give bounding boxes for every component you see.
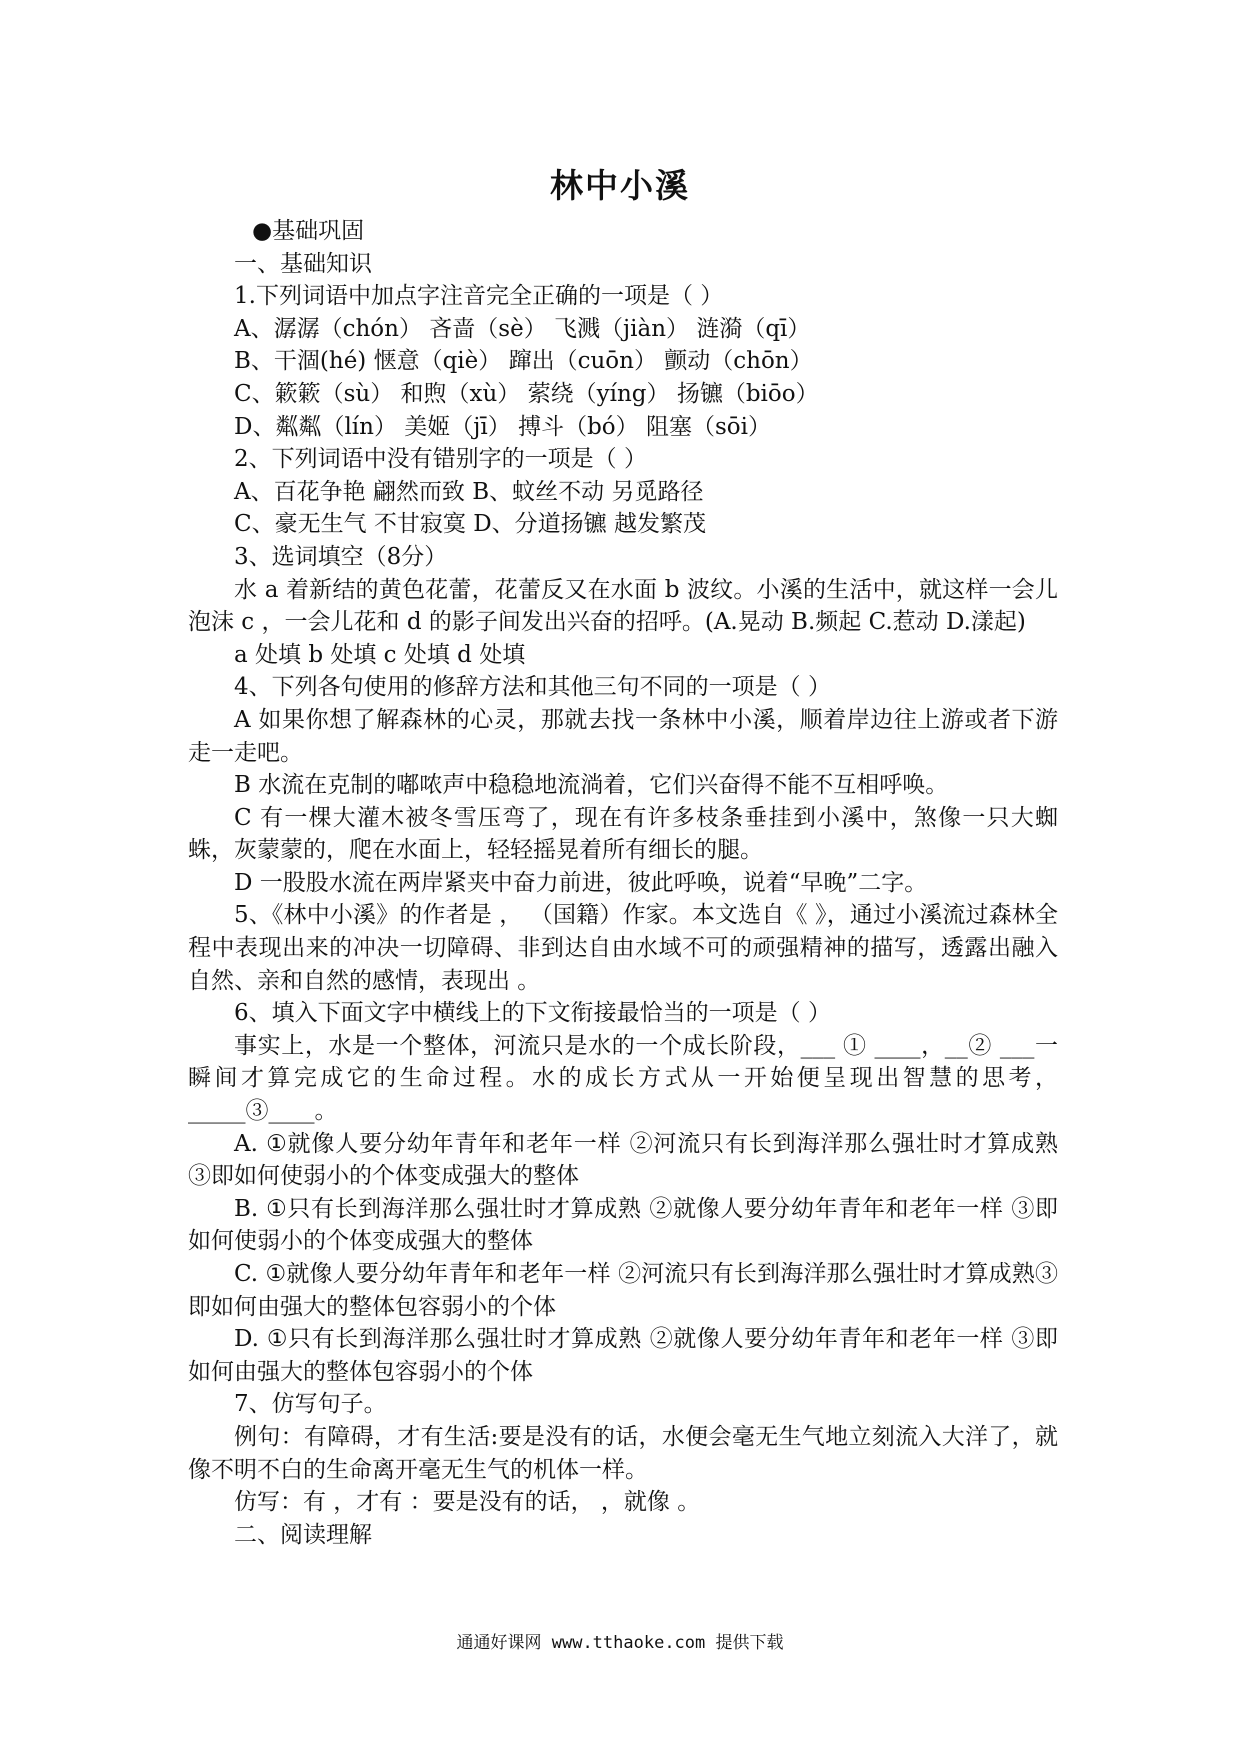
q3-stem: 3、选词填空（8分）: [234, 543, 448, 570]
q1-option-c: C、簌簌（sù） 和煦（xù） 萦绕（yíng） 扬镳（biōo）: [234, 380, 819, 407]
q4-option-c: C 有一棵大灌木被冬雪压弯了，现在有许多枝条垂挂到小溪中，煞像一只大蜘蛛，灰蒙蒙的，爬在水面上，轻轻摇晃着所有细长的腿。: [188, 804, 1058, 864]
q6-option-a: A. ①就像人要分幼年青年和老年一样 ②河流只有长到海洋那么强壮时才算成熟 ③即如何使弱小的个体变成强大的整体: [188, 1130, 1058, 1190]
q2-option-cd: C、豪无生气 不甘寂寞 D、分道扬镳 越发繁茂: [234, 511, 706, 538]
q7-imitation: 仿写：有 ，才有 ：要是没有的话， ，就像 。: [234, 1489, 701, 1516]
q1-option-b: B、干涸(hé) 惬意（qiè） 蹿出（cuōn） 颤动（chōn）: [234, 348, 813, 375]
page-title: 林中小溪: [550, 166, 690, 205]
q1-stem: 1.下列词语中加点字注音完全正确的一项是（ ）: [234, 283, 724, 310]
q4-option-d: D 一股股水流在两岸紧夹中奋力前进，彼此呼唤，说着“早晚”二字。: [234, 869, 928, 896]
q5-text: 5、《林中小溪》的作者是 ， （国籍）作家。本文选自《 》，通过小溪流过森林全程中表现出来的冲决一切障碍、非到达自由水域不可的顽强精神的描写，透露出融入自然、亲和自然的感情，表现出 。: [188, 902, 1058, 994]
q7-example: 例句：有障碍，才有生活:要是没有的话，水便会毫无生气地立刻流入大洋了，就像不明不白的生命离开毫无生气的机体一样。: [188, 1423, 1058, 1483]
q6-option-b: B. ①只有长到海洋那么强壮时才算成熟 ②就像人要分幼年青年和老年一样 ③即如何使弱小的个体变成强大的整体: [188, 1195, 1058, 1255]
q4-option-a: A 如果你想了解森林的心灵，那就去找一条林中小溪，顺着岸边往上游或者下游走一走吧。: [188, 706, 1058, 766]
q3-passage: 水 a 着新结的黄色花蕾，花蕾反又在水面 b 波纹。小溪的生活中，就这样一会儿泡沫 c ，一会儿花和 d 的影子间发出兴奋的招呼。(A.晃动 B.频起 C.惹动 D.漾起): [188, 576, 1058, 636]
section-heading: ●基础巩固: [252, 218, 365, 244]
q4-stem: 4、下列各句使用的修辞方法和其他三句不同的一项是（ ）: [234, 674, 831, 701]
part2-heading: 二、阅读理解: [234, 1521, 372, 1548]
q2-stem: 2、下列词语中没有错别字的一项是（ ）: [234, 446, 647, 473]
q6-passage: 事实上，水是一个整体，河流只是水的一个成长阶段，___ ① ____，__② ___一瞬间才算完成它的生命过程。水的成长方式从一开始便呈现出智慧的思考，_____③____。: [188, 1032, 1058, 1125]
q1-option-d: D、粼粼（lín） 美姬（jī） 搏斗（bó） 阻塞（sōi）: [234, 413, 771, 440]
part1-heading: 一、基础知识: [234, 250, 372, 277]
q3-blanks: a 处填 b 处填 c 处填 d 处填: [234, 641, 526, 668]
footer-download-note: 通通好课网 www.tthaoke.com 提供下载: [456, 1633, 784, 1653]
q1-option-a: A、潺潺（chón） 吝啬（sè） 飞溅（jiàn） 涟漪（qī）: [234, 315, 811, 342]
q6-option-d: D. ①只有长到海洋那么强壮时才算成熟 ②就像人要分幼年青年和老年一样 ③即如何由强大的整体包容弱小的个体: [188, 1326, 1058, 1385]
document-body: [188, 215, 1058, 1551]
q6-option-c: C. ①就像人要分幼年青年和老年一样 ②河流只有长到海洋那么强壮时才算成熟③即如何由强大的整体包容弱小的个体: [188, 1261, 1058, 1320]
q6-stem: 6、填入下面文字中横线上的下文衔接最恰当的一项是（ ）: [234, 1000, 831, 1027]
q7-stem: 7、仿写句子。: [234, 1391, 387, 1418]
q2-option-ab: A、百花争艳 翩然而致 B、蚊丝不动 另觅路径: [234, 478, 704, 505]
q4-option-b: B 水流在克制的嘟哝声中稳稳地流淌着，它们兴奋得不能不互相呼唤。: [234, 772, 949, 799]
